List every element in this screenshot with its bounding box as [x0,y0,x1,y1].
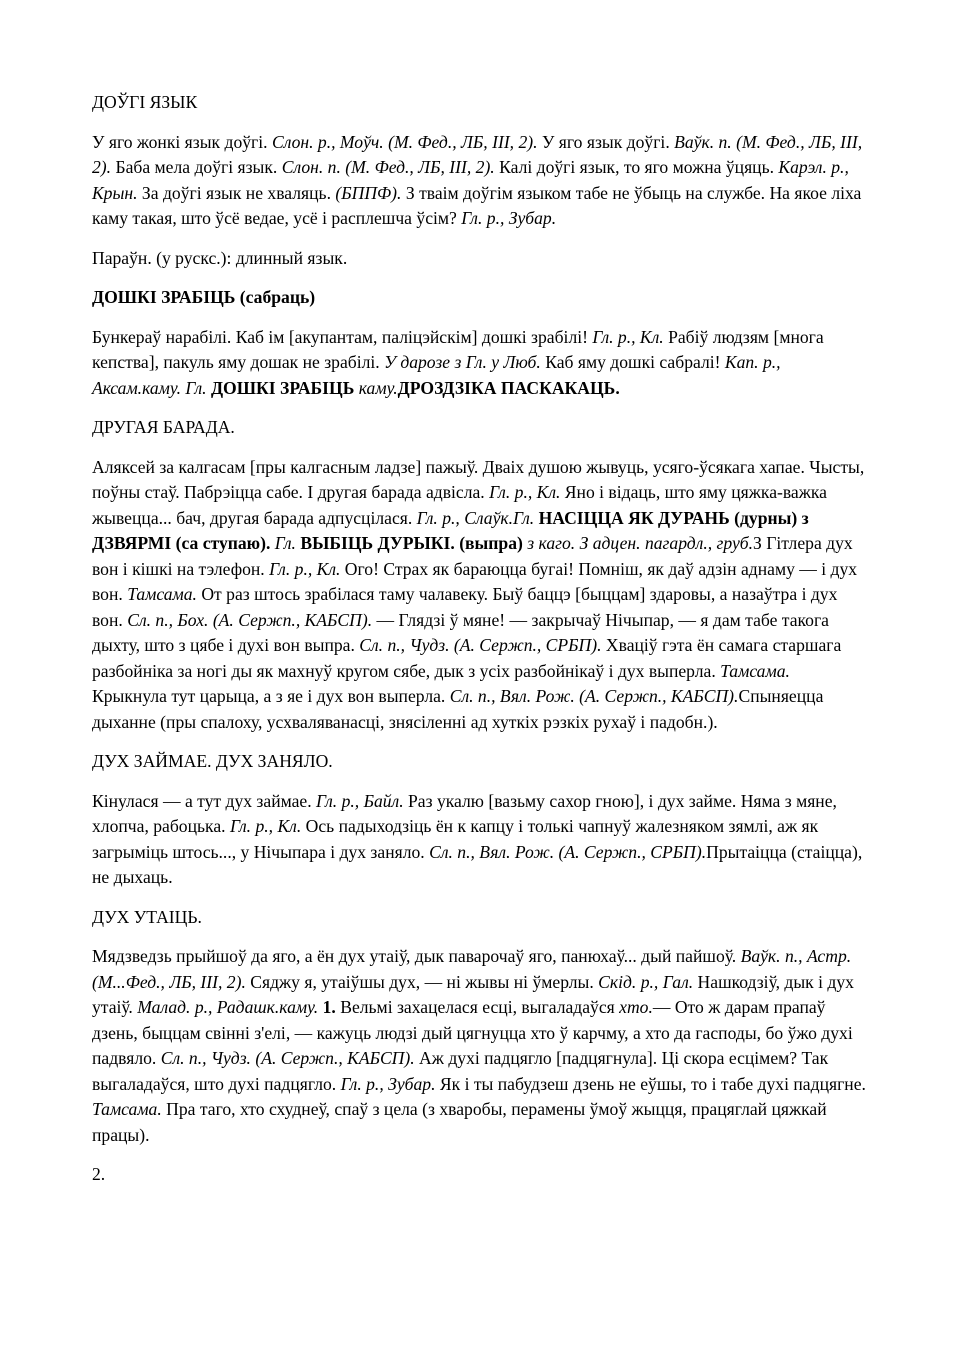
paragraph [92,1162,868,1188]
headword-text: 1. [318,997,336,1017]
body-text: Рабіў людзям [многа кепства], пакуль яму дошак не зрабілі. [92,326,824,372]
paragraph [92,285,868,311]
body-text: За доўгі язык не хваляць. [137,182,336,203]
paragraph [92,749,868,775]
citation-text: Тамсама. [127,584,197,604]
citation-text: Тамсама. [92,1099,162,1119]
citation-text: Гл. [270,533,296,553]
headword-text: ДРОЗДЗІКА ПАСКАКАЦЬ. [397,377,620,398]
citation-text: Гл. р., Байл. [316,790,404,811]
citation-text: Сл. п., Вял. Рож. (А. Сержп., КАБСП). [449,686,739,706]
paragraph [92,325,868,402]
citation-text: Слон. р., Моўч. (М. Фед., ЛБ, III, 2). [271,131,538,152]
citation-text: Ваўк. п., Астр. (М...Фед., ЛБ, III, 2). [92,946,852,992]
paragraph [92,90,868,116]
citation-text: Малад. р., Радашк.каму. [137,997,319,1017]
body-text: Нашкодзіў, дык і дух утаіў. [92,971,854,1017]
citation-text: У дарозе з Гл. у Люб. [384,352,541,372]
paragraph [92,944,868,1148]
body-text: Вельмі захацелася есці, выгаладаўся [335,997,620,1017]
body-text: Аж духі падцягло [падцягнула]. Ці скора есцімем? Так выгаладаўся, што духі падцягло. [92,1048,829,1094]
headword-text: ВЫБІЦЬ ДУРЫКІ. (выпра) [295,533,523,553]
body-text: Пра таго, хто схуднеў, спаў з цела (з хваробы, перамены ўмоў жыцця, працяглай цяжкай працы). [92,1099,827,1145]
citation-text: Ваўк. п. (М. Фед., ЛБ, III, 2). [92,131,863,177]
citation-text: Гл. р., Зубар. [340,1073,436,1094]
body-text: — Глядзі ў мяне! — закрычаў Нічыпар, — я дам табе такога дыхту, што з цябе і духі вон выпра. [92,609,829,655]
citation-text: Гл. р., Кл. [489,482,561,502]
body-text: Як і ты пабудзеш дзень не еўшы, то і табе духі падцягне. [435,1073,866,1094]
body-text: ДУХ УТАІЦЬ. [92,906,202,927]
body-text: Прытаіцца (стаіцца), не дыхаць. [92,841,863,887]
body-text: Сяджу я, утаіўшы дух, — ні жывы ні ўмерлы. [245,971,599,992]
body-text: — Ото ж дарам прапаў дзень, быццам свінні з'елі, — кажуць людзі дый цягнуцца хто ў карчму, а хто да гасподы, бо ўжо духі падвяло. [92,997,853,1068]
citation-text: каму. [358,377,398,398]
paragraph [92,130,868,232]
body-text: ДОЎГІ ЯЗЫК [92,92,198,112]
body-text: Параўн. (у рускс.): длинный язык. [92,247,348,268]
citation-text: хто. [619,997,653,1017]
body-text: Баба мела доўгі язык. [111,157,282,177]
body-text: Калі доўгі язык, то яго можна ўцяць. [494,157,779,177]
paragraph [92,905,868,931]
body-text: Хваціў гэта ён самага старшага разбойніка за ногі ды як махнуў кругом сябе, дык з усіх разбойнікаў і дух выперла. [92,635,842,681]
body-text: Аляксей за калгасам [пры калгасным ладзе] пажыў. Дваіх душою жывуць, усяго-ўсякага хапае. Чысты, поўны стаў. Пабрэіцца сабе. І другая барада адвісла. [92,456,865,502]
body-text: ДРУГАЯ БАРАДА. [92,417,235,437]
body-text: Раз укалю [вазьму сахор гною], і дух займе. Няма з мяне, хлопча, рабоцька. [92,790,837,836]
citation-text: Сл. п., Чудз. (А. Сержп., СРБП). [359,635,602,655]
citation-text: Сл. п., Вял. Рож. (А. Сержп., СРБП). [429,841,707,862]
citation-text: Сл. п., Чудз. (А. Сержп., КАБСП). [160,1048,415,1068]
body-text: З тваім доўгім языком табе не ўбыць на службе. На якое ліха каму такая, што ўсё ведае, усё і расплешча ўсім? [92,182,862,228]
body-text: Каб яму дошкі сабралі! [540,352,725,372]
paragraph [92,455,868,736]
citation-text: Карэл. р., Крын. [92,157,849,203]
paragraph [92,415,868,441]
body-text: Спыняецца дыханне (пры спалоху, усхваляванасці, знясіленні ад хуткіх рэзкіх рухаў і падобн.). [92,686,824,732]
citation-text: Гл. р., Зубар. [461,208,557,228]
body-text: ДУХ ЗАЙМАЕ. ДУХ ЗАНЯЛО. [92,751,333,771]
paragraph [92,789,868,891]
headword-text: НАСІЦЦА ЯК ДУРАНЬ (дурны) з ДЗВЯРМІ (са ступаю). [92,507,809,553]
body-text: У яго язык доўгі. [537,131,675,152]
citation-text: Сл. п., Бох. (А. Сержп., КАБСП). [127,609,373,630]
body-text: От раз штось зрабілася таму чалавеку. Быў баццэ [быццам] здаровы, а назаўтра і дух вон. [92,584,838,630]
citation-text: Тамсама. [720,660,790,681]
body-text: Крыкнула тут царыца, а з яе і дух вон выперла. [92,686,450,706]
body-text: Ось падыходзіць ён к капцу і толькі чапнуў жалезняком зямлі, аж як загрыміць штось..., у Нічыпара і дух заняло. [92,816,819,862]
body-text: Мядзведзь прыйшоў да яго, а ён дух утаіў, дык паварочаў яго, панюхаў... дый пайшоў. [92,946,741,966]
body-text: Кінулася — а тут дух займае. [92,790,317,811]
citation-text: (БППФ). [335,182,402,203]
body-text: У яго жонкі язык доўгі. [92,131,272,152]
body-text: Яно і відаць, што яму цяжка-важка жывецца... бач, другая барада адпусцілася. [92,482,827,528]
citation-text: Гл. р., Слаўк.Гл. [416,507,535,528]
citation-text: Слон. п. (М. Фед., ЛБ, III, 2). [281,157,495,177]
citation-text: Гл. р., Кл. [229,816,302,836]
headword-text: ДОШКІ ЗРАБІЦЬ (сабраць) [92,287,316,307]
citation-text: Гл. р., Кл. [592,326,664,347]
citation-text: Кап. р., Аксам.каму. Гл. [92,352,781,398]
body-text: 2. [92,1164,106,1184]
body-text: З Гітлера дух вон і кішкі на тэлефон. [92,533,853,579]
headword-text: ДОШКІ ЗРАБІЦЬ [206,377,359,398]
paragraph [92,246,868,272]
citation-text: з каго. З адцен. пагардл., груб. [522,533,754,553]
citation-text: Гл. р., Кл. [269,558,341,579]
body-text: Бункераў нарабілі. Каб ім [акупантам, паліцэйскім] дошкі зрабілі! [92,326,593,347]
citation-text: Скід. р., Гал. [598,971,694,992]
body-text: Ого! Страх як бараюцца бугаі! Помніш, як даў адзін аднаму — і дух вон. [92,558,858,604]
